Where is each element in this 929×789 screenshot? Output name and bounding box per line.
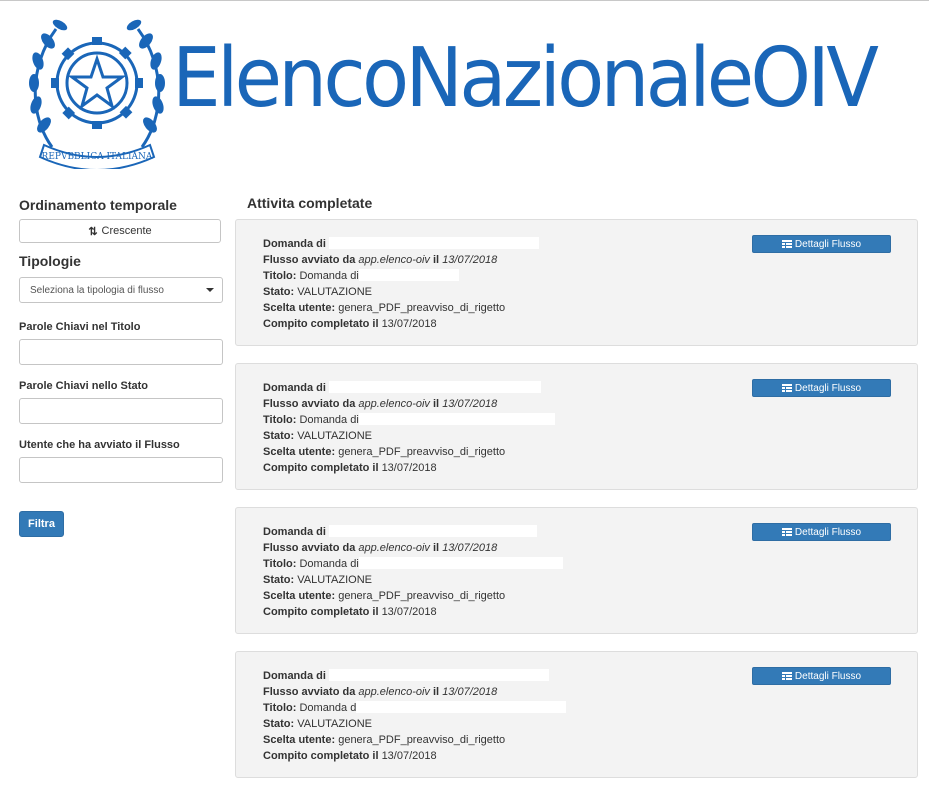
titolo-value: Domanda d bbox=[299, 702, 357, 714]
il-label: il bbox=[433, 398, 440, 410]
card-scelta-line bbox=[263, 444, 555, 460]
start-date-value: 13/07/2018 bbox=[442, 254, 498, 266]
domanda-label: Domanda di bbox=[263, 238, 326, 250]
card-titolo-line bbox=[263, 700, 566, 716]
scelta-label: Scelta utente: bbox=[263, 302, 336, 314]
flow-details-button[interactable] bbox=[752, 379, 891, 397]
initiator-value: app.elenco-oiv bbox=[358, 398, 430, 410]
card-compito-line bbox=[263, 316, 539, 332]
activity-card bbox=[235, 651, 918, 778]
card-scelta-line bbox=[263, 300, 539, 316]
completed-activities-heading: Attivita completate bbox=[247, 195, 373, 211]
stato-label: Stato: bbox=[263, 718, 295, 730]
flow-details-label: Dettagli Flusso bbox=[794, 526, 862, 538]
titolo-label: Titolo: bbox=[263, 558, 297, 570]
flow-type-placeholder: Seleziona la tipologia di flusso bbox=[30, 284, 164, 296]
flow-details-button[interactable] bbox=[752, 235, 891, 253]
domanda-label: Domanda di bbox=[263, 382, 326, 394]
stato-value: VALUTAZIONE bbox=[297, 430, 373, 442]
card-stato-line bbox=[263, 716, 566, 732]
card-scelta-line bbox=[263, 732, 566, 748]
card-titolo-line bbox=[263, 412, 555, 428]
state-keywords-label: Parole Chiavi nello Stato bbox=[19, 380, 148, 392]
scelta-value: genera_PDF_preavviso_di_rigetto bbox=[338, 446, 506, 458]
card-stato-line bbox=[263, 428, 555, 444]
type-heading: Tipologie bbox=[19, 253, 81, 269]
chevron-down-icon bbox=[206, 288, 214, 292]
card-domanda-line bbox=[263, 380, 555, 396]
redacted-block bbox=[359, 269, 459, 281]
filter-button[interactable]: Filtra bbox=[19, 511, 64, 537]
scelta-label: Scelta utente: bbox=[263, 446, 336, 458]
stato-label: Stato: bbox=[263, 574, 295, 586]
flusso-label: Flusso avviato da bbox=[263, 686, 356, 698]
completed-date-value: 13/07/2018 bbox=[381, 462, 437, 474]
card-stato-line bbox=[263, 284, 539, 300]
redacted-block bbox=[329, 237, 539, 249]
sort-order-button[interactable] bbox=[19, 219, 221, 243]
card-stato-line bbox=[263, 572, 563, 588]
start-date-value: 13/07/2018 bbox=[442, 686, 498, 698]
flow-details-button[interactable] bbox=[752, 523, 891, 541]
card-compito-line bbox=[263, 460, 555, 476]
republic-emblem-logo bbox=[22, 7, 172, 169]
card-compito-line bbox=[263, 604, 563, 620]
titolo-value: Domanda di bbox=[299, 558, 359, 570]
flusso-label: Flusso avviato da bbox=[263, 398, 356, 410]
flusso-label: Flusso avviato da bbox=[263, 542, 356, 554]
card-flusso-line bbox=[263, 540, 563, 556]
compito-label: Compito completato il bbox=[263, 606, 379, 618]
table-icon bbox=[782, 672, 792, 681]
il-label: il bbox=[433, 254, 440, 266]
state-keywords-input[interactable] bbox=[19, 398, 223, 424]
stato-value: VALUTAZIONE bbox=[297, 718, 373, 730]
card-compito-line bbox=[263, 748, 566, 764]
titolo-label: Titolo: bbox=[263, 414, 297, 426]
stato-label: Stato: bbox=[263, 430, 295, 442]
stato-value: VALUTAZIONE bbox=[297, 286, 373, 298]
scelta-label: Scelta utente: bbox=[263, 734, 336, 746]
card-flusso-line bbox=[263, 684, 566, 700]
completed-date-value: 13/07/2018 bbox=[381, 318, 437, 330]
redacted-block bbox=[356, 701, 566, 713]
card-flusso-line bbox=[263, 396, 555, 412]
initiator-value: app.elenco-oiv bbox=[358, 542, 430, 554]
activity-card bbox=[235, 219, 918, 346]
initiator-value: app.elenco-oiv bbox=[358, 686, 430, 698]
sort-arrows-icon: ⇅ bbox=[88, 225, 98, 238]
flow-type-select[interactable] bbox=[19, 277, 223, 303]
domanda-label: Domanda di bbox=[263, 670, 326, 682]
initiator-user-input[interactable] bbox=[19, 457, 223, 483]
table-icon bbox=[782, 528, 792, 537]
titolo-value: Domanda di bbox=[299, 270, 359, 282]
activity-card bbox=[235, 363, 918, 490]
initiator-user-label: Utente che ha avviato il Flusso bbox=[19, 439, 180, 451]
flow-details-button[interactable] bbox=[752, 667, 891, 685]
compito-label: Compito completato il bbox=[263, 318, 379, 330]
completed-date-value: 13/07/2018 bbox=[381, 606, 437, 618]
initiator-value: app.elenco-oiv bbox=[358, 254, 430, 266]
compito-label: Compito completato il bbox=[263, 462, 379, 474]
flow-details-label: Dettagli Flusso bbox=[794, 238, 862, 250]
completed-date-value: 13/07/2018 bbox=[381, 750, 437, 762]
card-titolo-line bbox=[263, 556, 563, 572]
header bbox=[0, 1, 929, 181]
scelta-label: Scelta utente: bbox=[263, 590, 336, 602]
card-scelta-line bbox=[263, 588, 563, 604]
titolo-value: Domanda di bbox=[299, 414, 359, 426]
scelta-value: genera_PDF_preavviso_di_rigetto bbox=[338, 734, 506, 746]
redacted-block bbox=[329, 669, 549, 681]
flusso-label: Flusso avviato da bbox=[263, 254, 356, 266]
title-keywords-label: Parole Chiavi nel Titolo bbox=[19, 321, 141, 333]
card-domanda-line bbox=[263, 668, 566, 684]
stato-label: Stato: bbox=[263, 286, 295, 298]
table-icon bbox=[782, 240, 792, 249]
card-domanda-line bbox=[263, 524, 563, 540]
il-label: il bbox=[433, 542, 440, 554]
compito-label: Compito completato il bbox=[263, 750, 379, 762]
redacted-block bbox=[329, 381, 541, 393]
sort-button-label: Crescente bbox=[101, 225, 152, 237]
start-date-value: 13/07/2018 bbox=[442, 398, 498, 410]
redacted-block bbox=[359, 413, 555, 425]
order-heading: Ordinamento temporale bbox=[19, 197, 177, 213]
card-titolo-line bbox=[263, 268, 539, 284]
flow-details-label: Dettagli Flusso bbox=[794, 382, 862, 394]
domanda-label: Domanda di bbox=[263, 526, 326, 538]
card-flusso-line bbox=[263, 252, 539, 268]
titolo-label: Titolo: bbox=[263, 702, 297, 714]
il-label: il bbox=[433, 686, 440, 698]
scelta-value: genera_PDF_preavviso_di_rigetto bbox=[338, 590, 506, 602]
redacted-block bbox=[359, 557, 563, 569]
svg-text:REPVBBLICA ITALIANA: REPVBBLICA ITALIANA bbox=[41, 152, 153, 162]
table-icon bbox=[782, 384, 792, 393]
redacted-block bbox=[329, 525, 537, 537]
brand-title: ElencoNazionaleOIV bbox=[172, 31, 876, 126]
start-date-value: 13/07/2018 bbox=[442, 542, 498, 554]
card-domanda-line bbox=[263, 236, 539, 252]
activity-card bbox=[235, 507, 918, 634]
flow-details-label: Dettagli Flusso bbox=[794, 670, 862, 682]
scelta-value: genera_PDF_preavviso_di_rigetto bbox=[338, 302, 506, 314]
titolo-label: Titolo: bbox=[263, 270, 297, 282]
title-keywords-input[interactable] bbox=[19, 339, 223, 365]
stato-value: VALUTAZIONE bbox=[297, 574, 373, 586]
